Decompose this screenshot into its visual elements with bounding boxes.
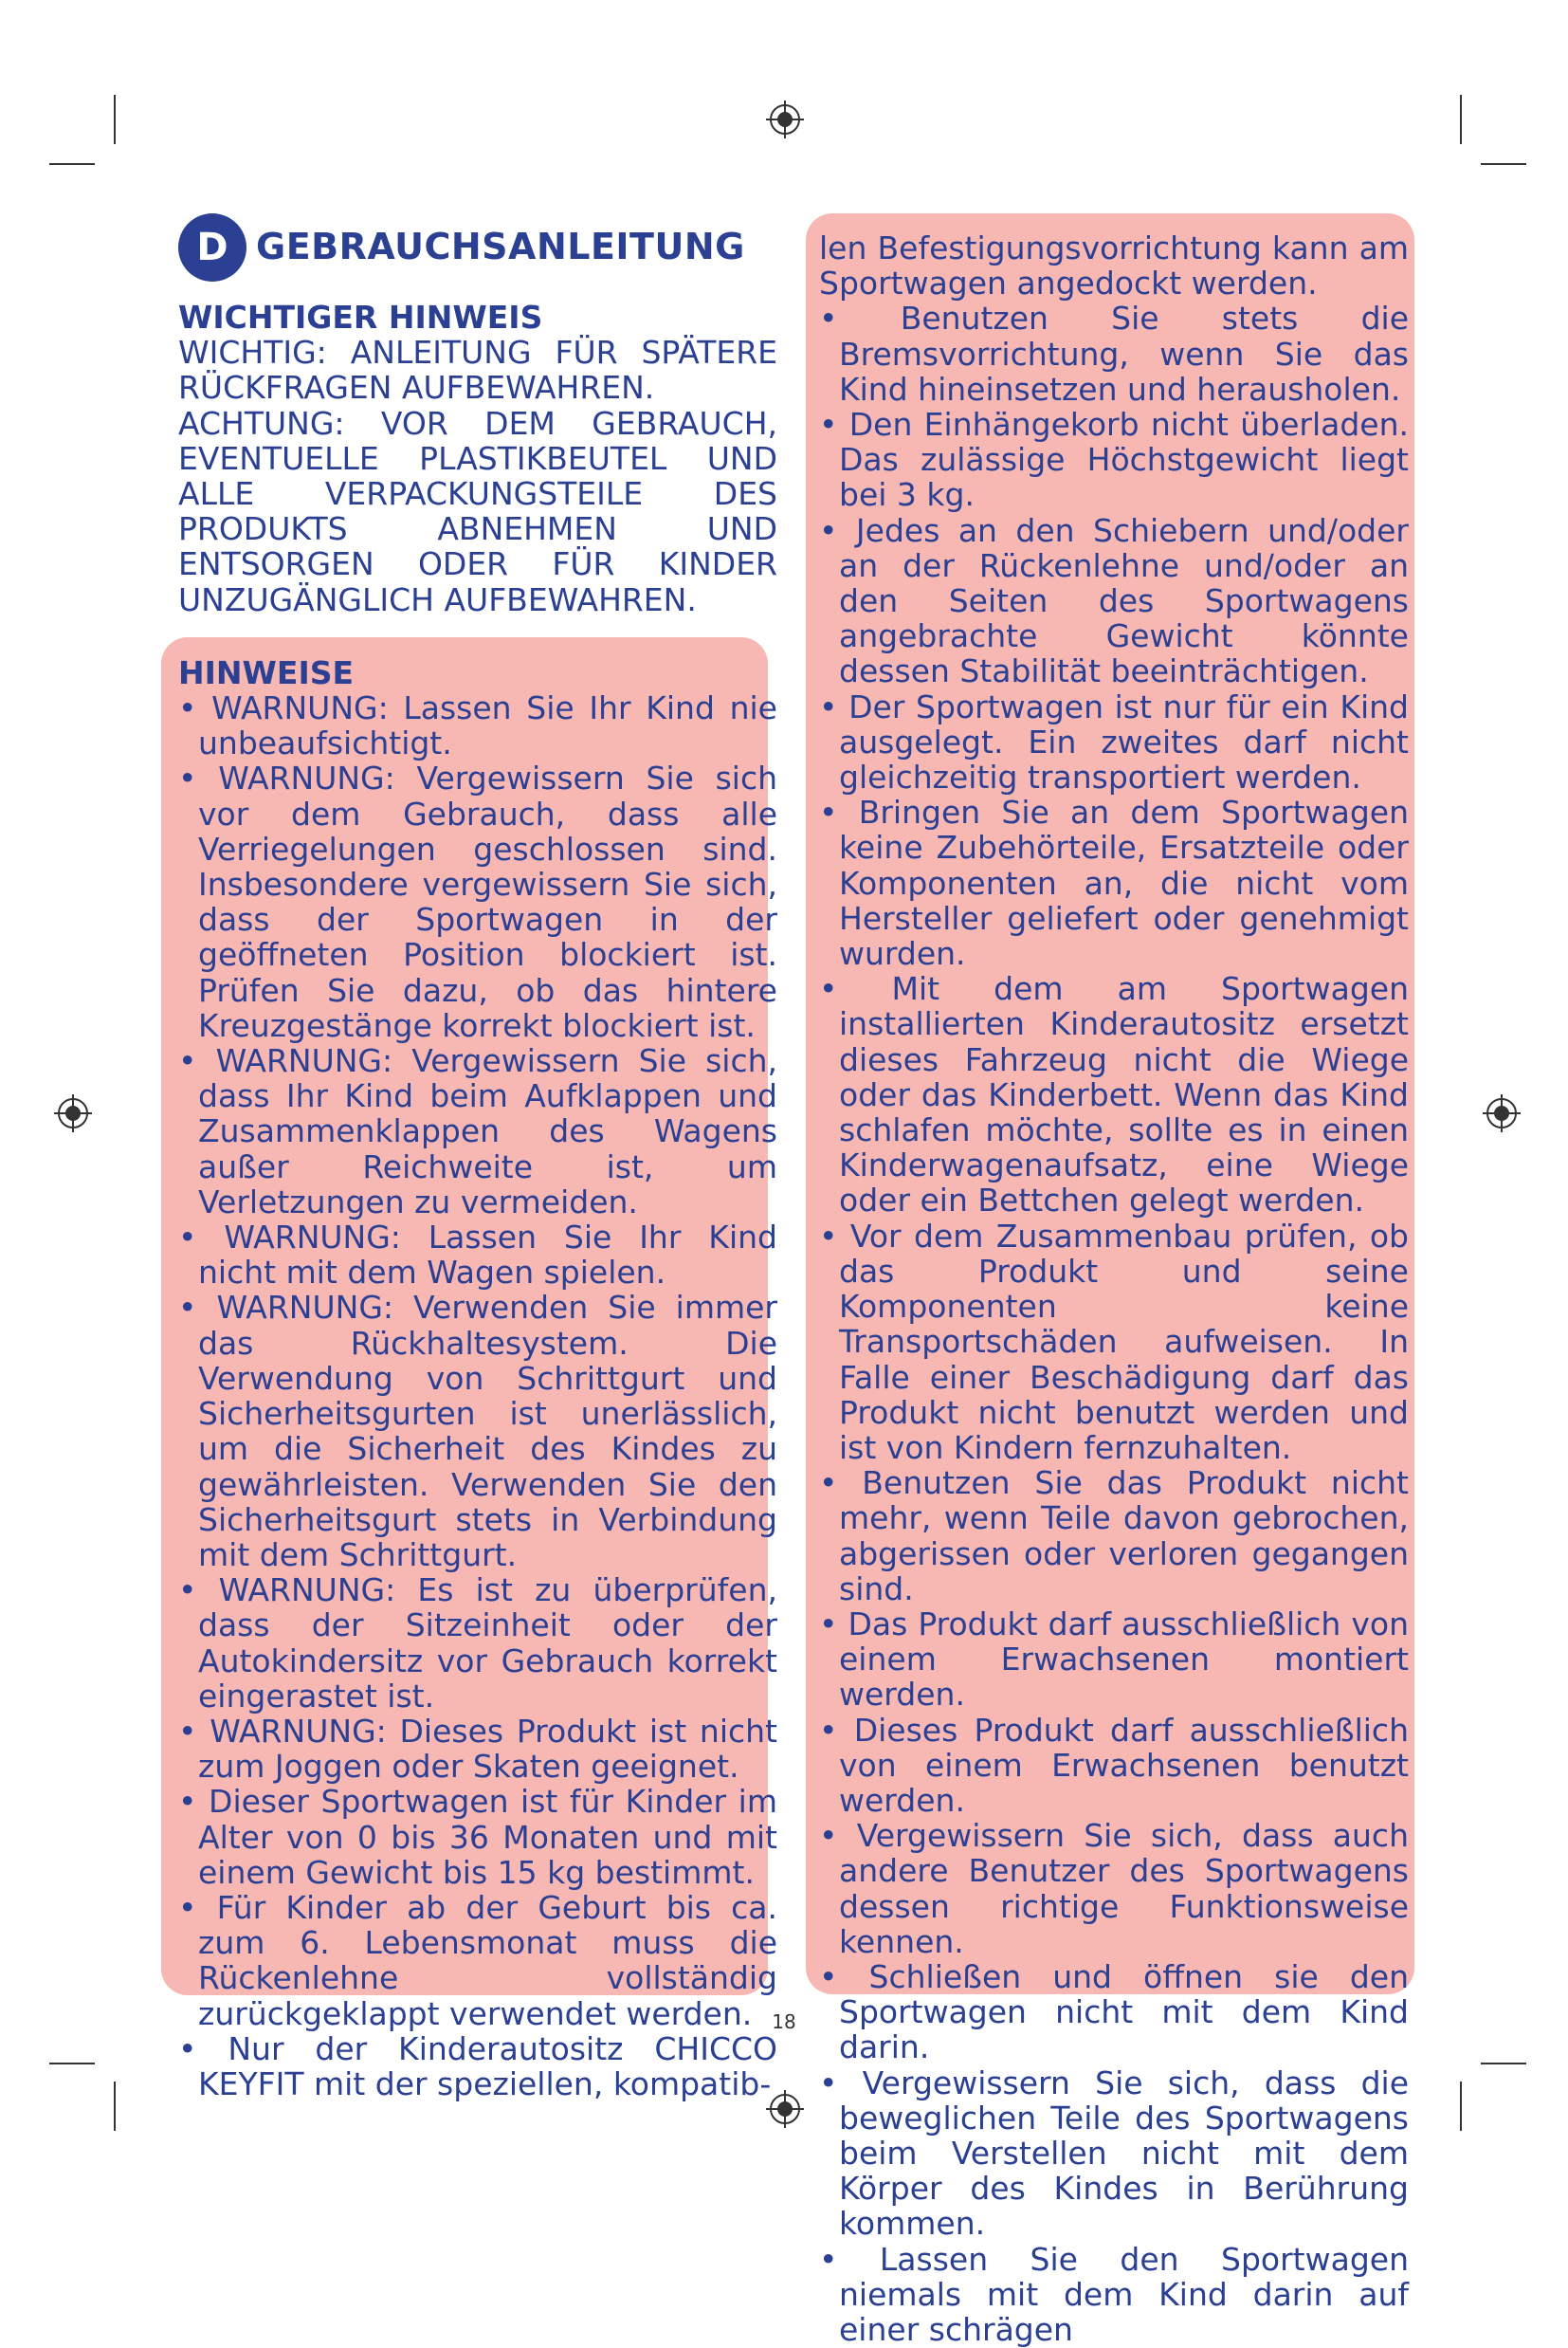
- list-item: • Vergewissern Sie sich, dass die beweglichen Teile des Sportwagens beim Verstellen nicht mit dem Körper des Kindes in Berührung kommen.: [819, 2065, 1409, 2242]
- list-item: • Benutzen Sie stets die Bremsvorrichtung, wenn Sie das Kind hineinsetzen und herausholen.: [819, 301, 1409, 407]
- crop-mark: [1460, 2082, 1462, 2131]
- crosshair-registration-icon: [765, 100, 805, 139]
- list-item: • Jedes an den Schiebern und/oder an der Rückenlehne und/oder an den Seiten des Sportwagens angebrachte Gewicht könnte dessen Stabilität beeinträchtigen.: [819, 513, 1409, 689]
- list-item: • Vergewissern Sie sich, dass auch andere Benutzer des Sportwagens dessen richtige Funktionsweise kennen.: [819, 1818, 1409, 1959]
- list-item: • Der Sportwagen ist nur für ein Kind ausgelegt. Ein zweites darf nicht gleichzeitig transportiert werden.: [819, 689, 1409, 796]
- list-item: • Bringen Sie an dem Sportwagen keine Zubehörteile, Ersatzteile oder Komponenten an, die nicht vom Hersteller geliefert oder genehmigt wurden.: [819, 795, 1409, 971]
- continuation-text: len Befestigungsvorrichtung kann am Sportwagen angedockt werden.: [819, 229, 1409, 303]
- crop-mark: [1460, 95, 1462, 144]
- list-item: • WARNUNG: Es ist zu überprüfen, dass der Sitzeinheit oder der Autokindersitz vor Gebrauch korrekt eingerastet ist.: [178, 1572, 777, 1714]
- list-item: • WARNUNG: Lassen Sie Ihr Kind nicht mit dem Wagen spielen.: [178, 1220, 777, 1290]
- list-item: • Nur der Kinderautositz CHICCO KEYFIT mit der speziellen, kompatib-: [178, 2031, 777, 2101]
- important-text-2: ACHTUNG: VOR DEM GEBRAUCH, EVENTUELLE PLASTIKBEUTEL UND ALLE VERPACKUNGSTEILE DES PRODUKTS ABNEHMEN UND ENTSORGEN ODER FÜR KINDER UNZUGÄNGLICH AUFBEWAHREN.: [178, 404, 777, 618]
- crop-mark: [1481, 163, 1526, 165]
- important-text-1: WICHTIG: ANLEITUNG FÜR SPÄTERE RÜCKFRAGEN AUFBEWAHREN.: [178, 334, 777, 407]
- page-title: GEBRAUCHSANLEITUNG: [256, 226, 745, 267]
- list-item: • Benutzen Sie das Produkt nicht mehr, wenn Teile davon gebrochen, abgerissen oder verloren gegangen sind.: [819, 1465, 1409, 1606]
- list-item: • Dieses Produkt darf ausschließlich von einem Erwachsenen benutzt werden.: [819, 1713, 1409, 1819]
- list-item: • Das Produkt darf ausschließlich von einem Erwachsenen montiert werden.: [819, 1606, 1409, 1713]
- important-heading: WICHTIGER HINWEIS: [178, 299, 543, 336]
- list-item: • WARNUNG: Verwenden Sie immer das Rückhaltesystem. Die Verwendung von Schrittgurt und Sicherheitsgurten ist unerlässlich, um die Sicherheit des Kindes zu gewährleisten. Verwenden Sie den Sicherheitsgurt stets in Verbindung mit dem Schrittgurt.: [178, 1290, 777, 1572]
- crosshair-registration-icon: [53, 1093, 93, 1133]
- crosshair-registration-icon: [1482, 1093, 1522, 1133]
- left-column: [178, 300, 777, 2101]
- crop-mark: [49, 163, 95, 165]
- notes-heading: HINWEISE: [178, 653, 355, 691]
- section-letter-badge: D: [178, 213, 246, 282]
- list-item: • Dieser Sportwagen ist für Kinder im Alter von 0 bis 36 Monaten und mit einem Gewicht bis 15 kg bestimmt.: [178, 1784, 777, 1890]
- crop-mark: [1481, 2063, 1526, 2064]
- crop-mark: [114, 95, 116, 144]
- list-item: • WARNUNG: Vergewissern Sie sich, dass Ihr Kind beim Aufklappen und Zusammenklappen des Wagens außer Reichweite ist, um Verletzungen zu vermeiden.: [178, 1043, 777, 1220]
- list-item: • Vor dem Zusammenbau prüfen, ob das Produkt und seine Komponenten keine Transportschäden aufweisen. In Falle einer Beschädigung darf das Produkt nicht benutzt werden und ist von Kindern fernzuhalten.: [819, 1219, 1409, 1465]
- list-item: • Mit dem am Sportwagen installierten Kinderautositz ersetzt dieses Fahrzeug nicht die Wiege oder das Kinderbett. Wenn das Kind schlafen möchte, sollte es in einen Kinderwagenaufsatz, eine Wiege oder ein Bettchen gelegt werden.: [819, 971, 1409, 1218]
- list-item: • WARNUNG: Dieses Produkt ist nicht zum Joggen oder Skaten geeignet.: [178, 1714, 777, 1784]
- list-item: • WARNUNG: Lassen Sie Ihr Kind nie unbeaufsichtigt.: [178, 690, 777, 761]
- list-item: • Für Kinder ab der Geburt bis ca. zum 6. Lebensmonat muss die Rückenlehne vollständig zurückgeklappt verwendet werden.: [178, 1890, 777, 2031]
- list-item: • Den Einhängekorb nicht überladen. Das zulässige Höchstgewicht liegt bei 3 kg.: [819, 407, 1409, 513]
- page-number: 18: [772, 2010, 796, 2033]
- crop-mark: [114, 2082, 116, 2131]
- list-item: • WARNUNG: Vergewissern Sie sich vor dem Gebrauch, dass alle Verriegelungen geschlossen sind. Insbesondere vergewissern Sie sich, dass der Sportwagen in der geöffneten Position blockiert ist. Prüfen Sie dazu, ob das hintere Kreuzgestänge korrekt blockiert ist.: [178, 761, 777, 1043]
- list-item: • Lassen Sie den Sportwagen niemals mit dem Kind darin auf einer schrägen: [819, 2242, 1409, 2348]
- list-item: • Schließen und öffnen sie den Sportwagen nicht mit dem Kind darin.: [819, 1959, 1409, 2065]
- crop-mark: [49, 2063, 95, 2064]
